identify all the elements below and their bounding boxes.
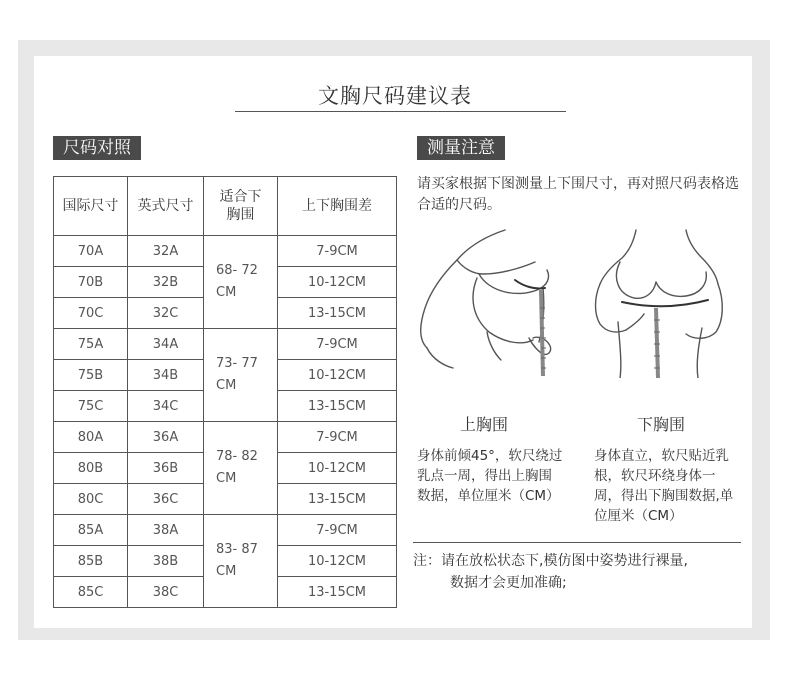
- size-table: [53, 176, 397, 608]
- uk-size-cell: 34C: [128, 391, 204, 422]
- page-title: 文胸尺码建议表: [318, 84, 472, 108]
- upper-bust-illustration: [417, 228, 557, 378]
- upper-bust-caption: 上胸围: [460, 415, 509, 434]
- bust-difference-cell: 10-12CM: [278, 267, 397, 298]
- underbust-range-cell: 78- 82 CM: [204, 422, 278, 515]
- intl-size-cell: 75C: [54, 391, 128, 422]
- intl-size-cell: 85B: [54, 546, 128, 577]
- bust-difference-cell: 10-12CM: [278, 546, 397, 577]
- measure-intro: 请买家根据下图测量上下围尺寸，再对照尺码表格选合适的尺码。: [417, 176, 739, 213]
- table-header-cell: 上下胸围差: [278, 177, 397, 236]
- bust-difference-cell: 10-12CM: [278, 360, 397, 391]
- lower-bust-description: 身体直立，软尺贴近乳根，软尺环绕身体一周，得出下胸围数据,单位厘米（CM）: [594, 448, 734, 524]
- table-row: [54, 515, 397, 546]
- measurement-note: [413, 550, 753, 594]
- uk-size-cell: 36B: [128, 453, 204, 484]
- uk-size-cell: 32A: [128, 236, 204, 267]
- bust-difference-cell: 13-15CM: [278, 577, 397, 608]
- table-header-cell: 国际尺寸: [54, 177, 128, 236]
- intl-size-cell: 70B: [54, 267, 128, 298]
- table-row: [54, 422, 397, 453]
- bust-difference-cell: 13-15CM: [278, 298, 397, 329]
- table-row: [54, 236, 397, 267]
- uk-size-cell: 38B: [128, 546, 204, 577]
- size-table-body: [54, 177, 397, 608]
- underbust-range-cell: 73- 77 CM: [204, 329, 278, 422]
- uk-size-cell: 32B: [128, 267, 204, 298]
- intl-size-cell: 75B: [54, 360, 128, 391]
- bust-difference-cell: 7-9CM: [278, 422, 397, 453]
- note-line-1: 注：请在放松状态下,模仿图中姿势进行裸量,: [413, 553, 688, 569]
- bust-difference-cell: 7-9CM: [278, 515, 397, 546]
- size-section-tag: 尺码对照: [53, 136, 141, 160]
- lower-bust-caption: 下胸围: [637, 415, 686, 434]
- lower-bust-illustration: [590, 228, 730, 378]
- bust-difference-cell: 13-15CM: [278, 484, 397, 515]
- table-header-cell: 英式尺寸: [128, 177, 204, 236]
- table-header-cell: 适合下 胸围: [204, 177, 278, 236]
- bust-difference-cell: 7-9CM: [278, 236, 397, 267]
- table-header-row: [54, 177, 397, 236]
- note-line-2: 数据才会更加准确;: [450, 575, 567, 591]
- bust-difference-cell: 7-9CM: [278, 329, 397, 360]
- intl-size-cell: 70A: [54, 236, 128, 267]
- measure-section-tag: 测量注意: [417, 136, 505, 160]
- bust-difference-cell: 13-15CM: [278, 391, 397, 422]
- uk-size-cell: 38A: [128, 515, 204, 546]
- intl-size-cell: 85C: [54, 577, 128, 608]
- note-divider: [413, 542, 741, 543]
- uk-size-cell: 32C: [128, 298, 204, 329]
- uk-size-cell: 38C: [128, 577, 204, 608]
- bust-difference-cell: 10-12CM: [278, 453, 397, 484]
- uk-size-cell: 36A: [128, 422, 204, 453]
- intl-size-cell: 80C: [54, 484, 128, 515]
- title-underline: [235, 111, 566, 112]
- uk-size-cell: 34A: [128, 329, 204, 360]
- uk-size-cell: 36C: [128, 484, 204, 515]
- intl-size-cell: 75A: [54, 329, 128, 360]
- underbust-range-cell: 83- 87 CM: [204, 515, 278, 608]
- intl-size-cell: 80B: [54, 453, 128, 484]
- upper-bust-description: 身体前倾45°，软尺绕过乳点一周，得出上胸围数据，单位厘米（CM）: [417, 448, 563, 504]
- intl-size-cell: 70C: [54, 298, 128, 329]
- table-row: [54, 329, 397, 360]
- uk-size-cell: 34B: [128, 360, 204, 391]
- intl-size-cell: 85A: [54, 515, 128, 546]
- intl-size-cell: 80A: [54, 422, 128, 453]
- underbust-range-cell: 68- 72 CM: [204, 236, 278, 329]
